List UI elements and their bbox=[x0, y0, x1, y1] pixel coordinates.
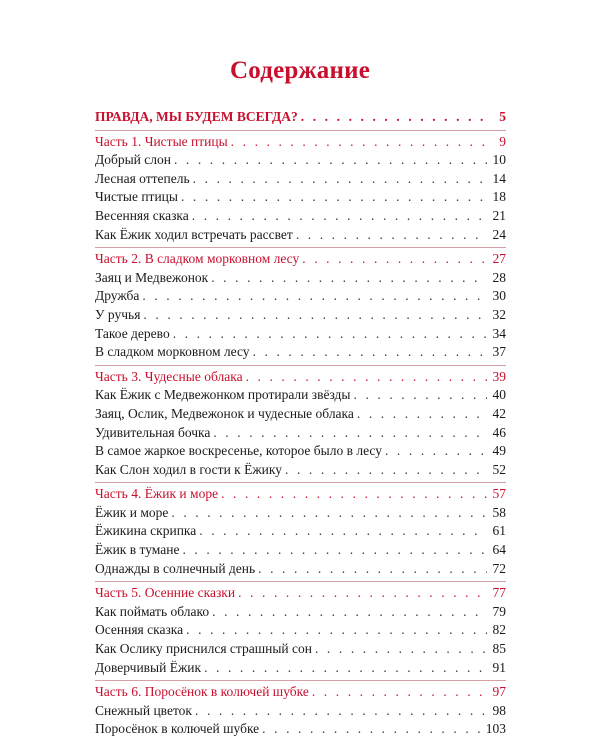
toc-entry[interactable] bbox=[95, 405, 506, 424]
toc-entry-title: Ёжик и море bbox=[95, 504, 169, 520]
leader-dots bbox=[211, 269, 487, 288]
leader-dots bbox=[186, 621, 487, 640]
leader-dots bbox=[193, 170, 487, 189]
toc-entry-page: 52 bbox=[492, 461, 506, 477]
toc-entry-title: Лесная оттепель bbox=[95, 170, 190, 186]
toc-entry-page: 58 bbox=[492, 504, 506, 520]
toc-intro-entry[interactable] bbox=[95, 108, 506, 127]
toc-entry-page: 32 bbox=[492, 306, 506, 322]
toc-entry-page: 37 bbox=[492, 344, 506, 360]
toc-entry[interactable] bbox=[95, 424, 506, 443]
toc-entry-page: 77 bbox=[492, 585, 506, 601]
toc-entry[interactable] bbox=[95, 269, 506, 288]
toc-entry-title: Весенняя сказка bbox=[95, 207, 189, 223]
toc-entry-title: Поросёнок в колючей шубке bbox=[95, 721, 260, 737]
leader-dots bbox=[285, 461, 487, 480]
toc-entry-title: Часть 2. В сладком морковном лесу bbox=[95, 251, 300, 267]
toc-entry[interactable] bbox=[95, 720, 506, 739]
leader-dots bbox=[182, 541, 487, 560]
toc-entry[interactable] bbox=[95, 151, 506, 170]
toc-entry[interactable] bbox=[95, 461, 506, 480]
leader-dots bbox=[171, 504, 487, 523]
toc-part-heading[interactable] bbox=[95, 584, 506, 603]
toc-entry-title: Часть 4. Ёжик и море bbox=[95, 486, 219, 502]
leader-dots bbox=[302, 250, 487, 269]
toc-entry-page: 24 bbox=[492, 226, 506, 242]
toc-entry[interactable] bbox=[95, 287, 506, 306]
leader-dots bbox=[199, 522, 487, 541]
toc-entry-title: Снежный цветок bbox=[95, 702, 192, 718]
toc-entry-title: Заяц и Медвежонок bbox=[95, 269, 209, 285]
toc-entry-title: Ёжик в тумане bbox=[95, 542, 180, 558]
toc-entry-page: 61 bbox=[492, 523, 506, 539]
toc-entry[interactable] bbox=[95, 306, 506, 325]
leader-dots bbox=[354, 386, 488, 405]
leader-dots bbox=[213, 424, 487, 443]
toc-entry-title: Дружба bbox=[95, 288, 140, 304]
toc-entry-title: Часть 1. Чистые птицы bbox=[95, 133, 228, 149]
toc-entry-title: Заяц, Ослик, Медвежонок и чудесные облака bbox=[95, 405, 354, 421]
toc-entry-page: 98 bbox=[492, 702, 506, 718]
leader-dots bbox=[143, 306, 487, 325]
toc-entry[interactable] bbox=[95, 170, 506, 189]
toc-entry-title: Ёжикина скрипка bbox=[95, 523, 197, 539]
leader-dots bbox=[174, 151, 487, 170]
divider bbox=[95, 581, 506, 582]
toc-entry-page: 42 bbox=[492, 405, 506, 421]
toc-entry[interactable] bbox=[95, 702, 506, 721]
leader-dots bbox=[142, 287, 487, 306]
toc-entry-page: 34 bbox=[492, 325, 506, 341]
page-title: Содержание bbox=[229, 57, 370, 84]
toc-entry[interactable] bbox=[95, 621, 506, 640]
toc-entry-page: 14 bbox=[492, 170, 506, 186]
toc-entry[interactable] bbox=[95, 188, 506, 207]
toc-entry-title: Часть 5. Осенние сказки bbox=[95, 585, 236, 601]
toc-entry-title: У ручья bbox=[95, 306, 141, 322]
toc-entry-title: Как Ёжик с Медвежонком протирали звёзды bbox=[95, 387, 351, 403]
toc-entry-title: В сладком морковном лесу bbox=[95, 344, 250, 360]
toc-entry-page: 39 bbox=[492, 368, 506, 384]
leader-dots bbox=[262, 720, 483, 739]
toc-entry-page: 103 bbox=[485, 721, 506, 737]
toc-entry-title: В самое жаркое воскресенье, которое было в лесу bbox=[95, 443, 382, 459]
toc-entry-title: Как Слон ходил в гости к Ёжику bbox=[95, 461, 283, 477]
toc-entry-title: Как поймать облако bbox=[95, 603, 210, 619]
toc-entry[interactable] bbox=[95, 207, 506, 226]
toc-entry[interactable] bbox=[95, 522, 506, 541]
leader-dots bbox=[181, 188, 487, 207]
toc-entry-title: Доверчивый Ёжик bbox=[95, 659, 202, 675]
toc-entry[interactable] bbox=[95, 386, 506, 405]
table-of-contents bbox=[95, 108, 506, 739]
toc-entry-title: Часть 6. Поросёнок в колючей шубке bbox=[95, 684, 309, 700]
toc-entry-page: 91 bbox=[492, 659, 506, 675]
leader-dots bbox=[296, 226, 487, 245]
leader-dots bbox=[238, 584, 487, 603]
toc-entry[interactable] bbox=[95, 541, 506, 560]
toc-entry[interactable] bbox=[95, 640, 506, 659]
toc-entry-title: Однажды в солнечный день bbox=[95, 560, 256, 576]
toc-entry-page: 49 bbox=[492, 443, 506, 459]
toc-entry-page: 40 bbox=[492, 387, 506, 403]
leader-dots bbox=[246, 368, 487, 387]
toc-entry-title: Часть 3. Чудесные облака bbox=[95, 368, 243, 384]
toc-part-heading[interactable] bbox=[95, 133, 506, 152]
leader-dots bbox=[301, 108, 487, 127]
toc-entry-page: 72 bbox=[492, 560, 506, 576]
toc-entry-title: Такое дерево bbox=[95, 325, 170, 341]
toc-entry[interactable] bbox=[95, 343, 506, 362]
toc-entry-page: 46 bbox=[492, 424, 506, 440]
toc-entry-page: 28 bbox=[492, 269, 506, 285]
toc-entry-page: 97 bbox=[492, 684, 506, 700]
leader-dots bbox=[357, 405, 487, 424]
toc-entry[interactable] bbox=[95, 560, 506, 579]
toc-entry-page: 85 bbox=[492, 641, 506, 657]
toc-entry-title: Осенняя сказка bbox=[95, 622, 184, 638]
leader-dots bbox=[253, 343, 487, 362]
leader-dots bbox=[192, 207, 487, 226]
toc-part-heading[interactable] bbox=[95, 250, 506, 269]
divider bbox=[95, 247, 506, 248]
leader-dots bbox=[385, 442, 487, 461]
toc-entry-title: Чистые птицы bbox=[95, 189, 178, 205]
toc-entry[interactable] bbox=[95, 226, 506, 245]
divider bbox=[95, 680, 506, 681]
toc-entry-page: 5 bbox=[499, 109, 506, 124]
toc-entry-page: 57 bbox=[492, 486, 506, 502]
toc-entry-title: Как Ослику приснился страшный сон bbox=[95, 641, 312, 657]
toc-entry-title: Как Ёжик ходил встречать рассвет bbox=[95, 226, 293, 242]
toc-entry[interactable] bbox=[95, 659, 506, 678]
divider bbox=[95, 482, 506, 483]
toc-entry-title: ПРАВДА, МЫ БУДЕМ ВСЕГДА? bbox=[95, 109, 298, 124]
divider bbox=[95, 365, 506, 366]
leader-dots bbox=[258, 560, 487, 579]
divider bbox=[95, 130, 506, 131]
toc-entry[interactable] bbox=[95, 442, 506, 461]
leader-dots bbox=[221, 485, 487, 504]
leader-dots bbox=[212, 603, 487, 622]
toc-entry-page: 27 bbox=[492, 251, 506, 267]
toc-entry[interactable] bbox=[95, 504, 506, 523]
toc-part-heading[interactable] bbox=[95, 368, 506, 387]
leader-dots bbox=[312, 683, 487, 702]
toc-part-heading[interactable] bbox=[95, 683, 506, 702]
leader-dots bbox=[173, 325, 487, 344]
toc-entry-page: 21 bbox=[492, 207, 506, 223]
toc-entry-page: 30 bbox=[492, 288, 506, 304]
toc-part-heading[interactable] bbox=[95, 485, 506, 504]
leader-dots bbox=[204, 659, 487, 678]
toc-entry-page: 9 bbox=[499, 133, 506, 149]
toc-entry-page: 79 bbox=[492, 603, 506, 619]
toc-entry-title: Добрый слон bbox=[95, 152, 171, 168]
toc-entry-page: 64 bbox=[492, 542, 506, 558]
leader-dots bbox=[315, 640, 487, 659]
toc-entry-title: Удивительная бочка bbox=[95, 424, 211, 440]
leader-dots bbox=[231, 133, 487, 152]
toc-entry-page: 10 bbox=[492, 152, 506, 168]
toc-entry-page: 18 bbox=[492, 189, 506, 205]
toc-entry-page: 82 bbox=[492, 622, 506, 638]
toc-entry[interactable] bbox=[95, 325, 506, 344]
leader-dots bbox=[195, 702, 487, 721]
toc-entry[interactable] bbox=[95, 603, 506, 622]
